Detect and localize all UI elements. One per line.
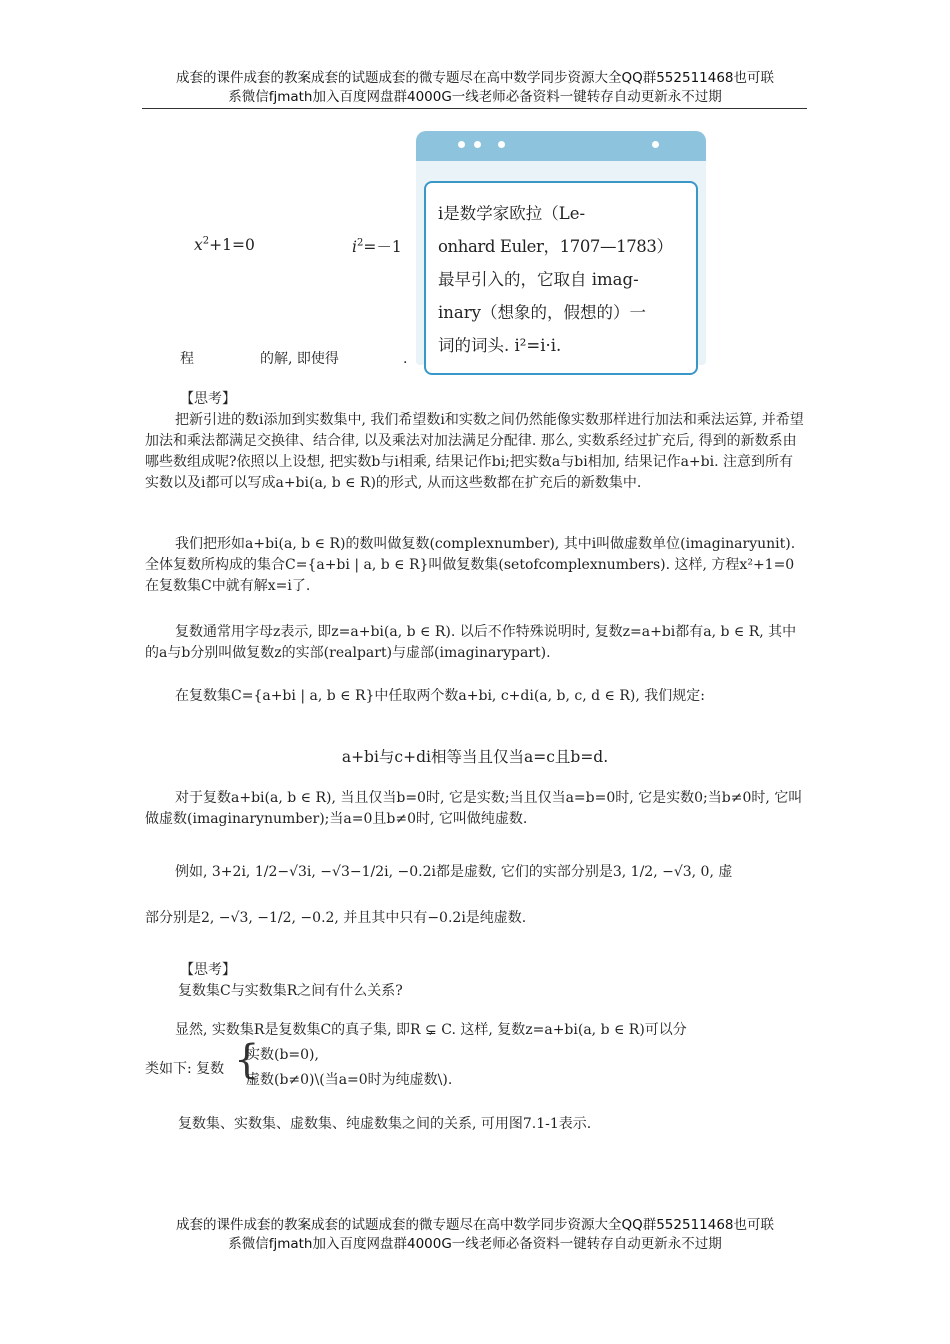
header-line-1: 成套的课件成套的教案成套的试题成套的微专题尽在高中数学同步资源大全QQ群552511468也可联 <box>175 70 775 86</box>
note-header-bar <box>416 131 706 161</box>
note-hole <box>498 141 505 148</box>
think-label-2: 【思考】 <box>180 962 236 978</box>
note-frame <box>424 181 698 375</box>
paragraph-figure-ref: 复数集、实数集、虚数集、纯虚数集之间的关系, 可用图7.1-1表示. <box>178 1116 592 1132</box>
paragraph-classification: 对于复数a+bi(a, b ∈ R), 当且仅当b=0时, 它是实数;当且仅当a=b=0时, 它是实数0;当b≠0时, 它叫做虚数(imaginarynumber);当a=0且b≠0时, 它叫做纯虚数. <box>145 790 803 827</box>
classification-imaginary: 虚数(b≠0)\(当a=0时为纯虚数\). <box>246 1072 453 1088</box>
note-text <box>438 197 688 362</box>
footer-line-2: 系微信fjmath加入百度网盘群4000G一线老师必备资料一键转存自动更新永不过期 <box>228 1236 722 1252</box>
equation-i-squared: $i^2=-1$ <box>352 237 402 256</box>
fragment-cheng: 程 <box>180 351 194 367</box>
think-question: 复数集C与实数集R之间有什么关系? <box>178 983 403 999</box>
note-hole <box>474 141 481 148</box>
note-line: inary（想象的，假想的）一 <box>438 303 646 322</box>
paragraph-subset: 显然, 实数集R是复数集C的真子集, 即R ⊊ C. 这样, 复数z=a+bi(a, b ∈ R)可以分 <box>175 1022 687 1038</box>
note-hole <box>458 141 465 148</box>
note-line: i是数学家欧拉（Le- <box>438 204 586 223</box>
paragraph-examples-a: 例如, 3+2i, 1/2−√3i, −√3−1/2i, −0.2i都是虚数, 它们的实部分别是3, 1/2, −√3, 0, 虚 <box>175 864 733 880</box>
paragraph-equality: 在复数集C={a+bi | a, b ∈ R}中任取两个数a+bi, c+di(a, b, c, d ∈ R), 我们规定: <box>175 688 705 704</box>
classification-prefix: 类如下: 复数 <box>145 1061 225 1077</box>
note-body <box>416 161 706 365</box>
equation-x-squared: $x^2+1=0$ <box>194 235 255 254</box>
note-line: onhard Euler，1707—1783） <box>438 237 673 256</box>
classification-real: 实数(b=0), <box>246 1047 319 1063</box>
note-hole <box>652 141 659 148</box>
paragraph-think-1: 把新引进的数i添加到实数集中, 我们希望数i和实数之间仍然能像实数那样进行加法和乘法运算, 并希望加法和乘法都满足交换律、结合律, 以及乘法对加法满足分配律. 那么, 实数系经过扩充后, 得到的新数系由哪些数组成呢?依照以上设想, 把实数b与i相乘, 结果记作bi;把实数a与bi相加, 结果记作a+bi. 注意到所有实数以及i都可以写成a+bi(a, b ∈ R)的形式, 从而这些数都在扩充后的新数集中. <box>145 412 804 491</box>
note-line: 最早引入的，它取自 imag- <box>438 270 639 289</box>
equality-condition: a+bi与c+di相等当且仅当a=c且b=d. <box>341 748 609 766</box>
note-line: 词的词头. i²=i·i. <box>438 336 562 355</box>
paragraph-notation: 复数通常用字母z表示, 即z=a+bi(a, b ∈ R). 以后不作特殊说明时, 复数z=a+bi都有a, b ∈ R, 其中的a与b分别叫做复数z的实部(realpart)与虚部(imaginarypart). <box>145 624 797 661</box>
think-label-1: 【思考】 <box>180 391 236 407</box>
paragraph-examples-b: 部分别是2, −√3, −1/2, −0.2, 并且其中只有−0.2i是纯虚数. <box>145 910 527 926</box>
fragment-solution: 的解, 即使得 <box>260 351 339 367</box>
euler-note-card <box>416 131 706 365</box>
left-brace: { <box>234 1037 260 1083</box>
paragraph-definition: 我们把形如a+bi(a, b ∈ R)的数叫做复数(complexnumber), 其中i叫做虚数单位(imaginaryunit). 全体复数所构成的集合C={a+bi | a, b ∈ R}叫做复数集(setofcomplexnumbers). 这样, 方程x²+1=0在复数集C中就有解x=i了. <box>145 536 796 594</box>
header-line-2: 系微信fjmath加入百度网盘群4000G一线老师必备资料一键转存自动更新永不过期 <box>228 89 722 105</box>
footer-line-1: 成套的课件成套的教案成套的试题成套的微专题尽在高中数学同步资源大全QQ群552511468也可联 <box>175 1217 775 1233</box>
fragment-period: . <box>403 351 408 367</box>
header-rule <box>142 108 807 109</box>
